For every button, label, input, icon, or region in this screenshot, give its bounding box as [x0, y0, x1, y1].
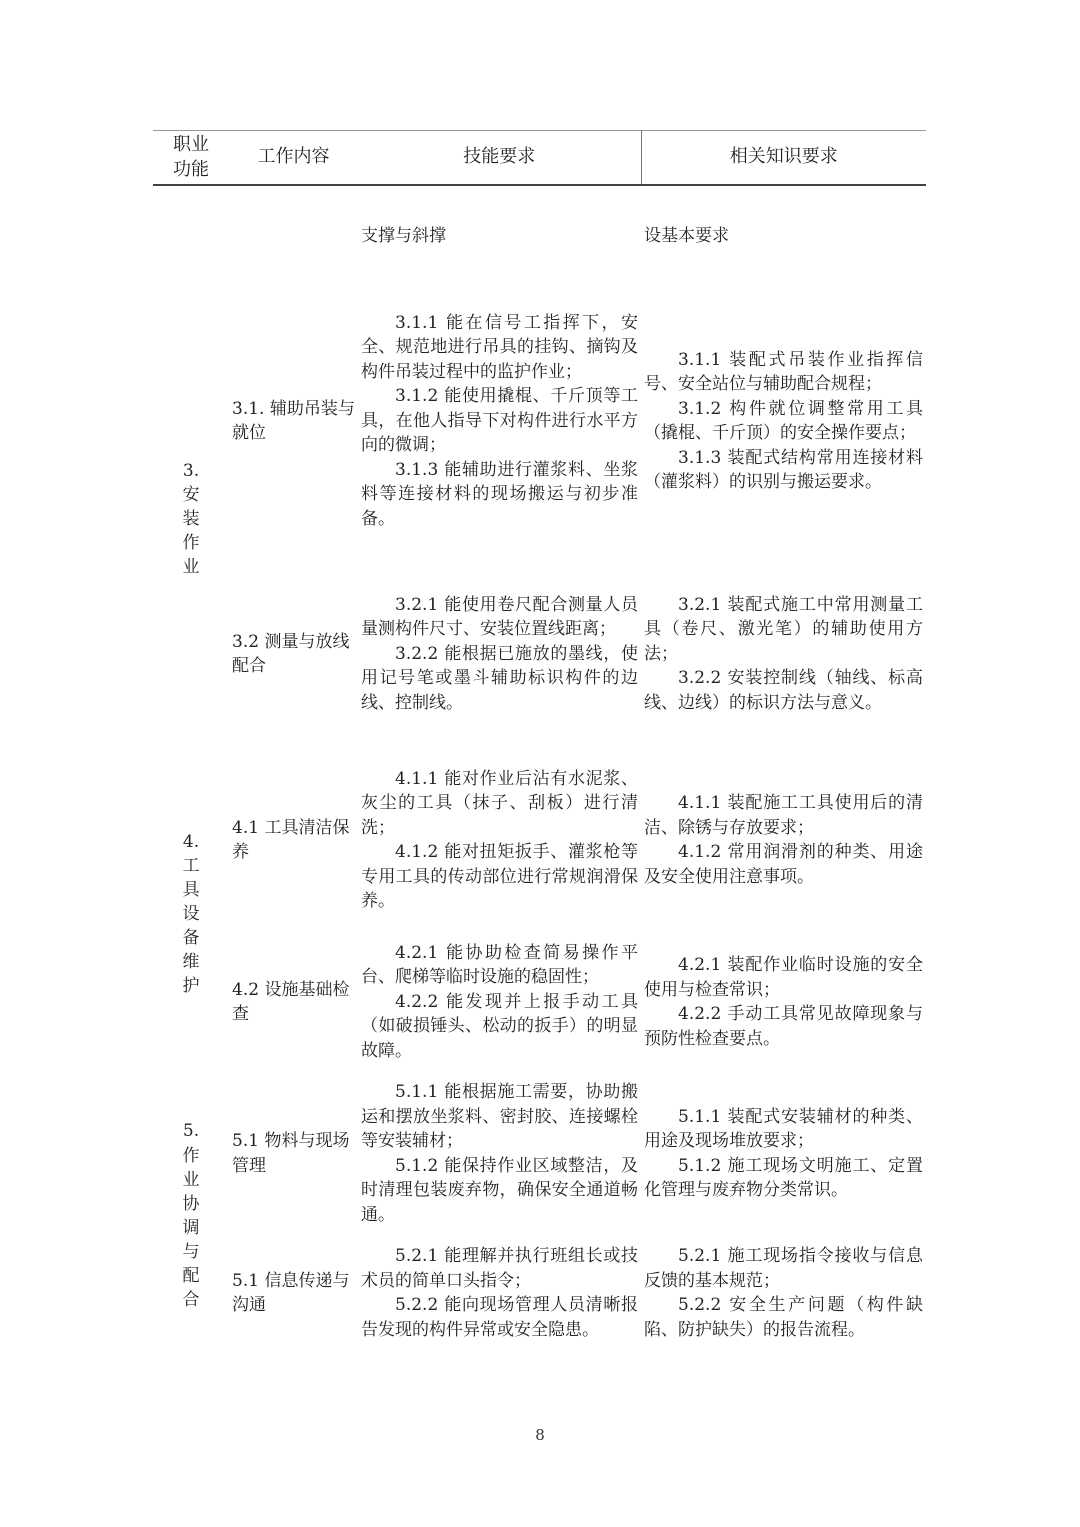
- work-content-cell: 4.2 设施基础检查: [232, 979, 350, 1024]
- skill-item: 3.2.2 能根据已施放的墨线，使用记号笔或墨斗辅助标识构件的边线、控制线。: [361, 643, 638, 713]
- table-row: [153, 928, 926, 1076]
- skill-item: 5.2.2 能向现场管理人员清晰报告发现的构件异常或安全隐患。: [361, 1295, 638, 1340]
- header-knowledge-requirements: 相关知识要求: [641, 131, 926, 186]
- continuation-function-cell: [153, 185, 229, 286]
- knowledge-item: 4.1.1 装配施工工具使用后的清洁、除锈与存放要求；: [644, 793, 923, 838]
- skill-item: 4.1.1 能对作业后沾有水泥浆、灰尘的工具（抹子、刮板）进行清洗；: [361, 768, 638, 838]
- function-number: 4.: [182, 831, 200, 852]
- skill-requirements-cell: [358, 1076, 641, 1231]
- knowledge-item: 3.1.3 装配式结构常用连接材料（灌浆料）的识别与搬运要求。: [644, 447, 923, 492]
- function-title: 安装作业: [182, 485, 200, 578]
- function-title: 工具设备维护: [182, 856, 200, 997]
- knowledge-item: 5.1.2 施工现场文明施工、定置化管理与废弃物分类常识。: [644, 1155, 923, 1200]
- knowledge-requirements-cell: [641, 1076, 926, 1231]
- skill-item: 3.1.3 能辅助进行灌浆料、坐浆料等连接材料的现场搬运与初步准备。: [361, 459, 638, 529]
- function-number: 3.: [182, 460, 200, 481]
- header-occupational-function: 职业功能: [153, 131, 229, 186]
- skill-requirements-table: [153, 130, 926, 1355]
- skill-requirements-cell: [358, 928, 641, 1076]
- knowledge-item: 4.2.1 装配作业临时设施的安全使用与检查常识；: [644, 955, 923, 1000]
- table-row: [153, 286, 926, 556]
- knowledge-item: 4.2.2 手动工具常见故障现象与预防性检查要点。: [644, 1004, 923, 1049]
- table-row: [153, 1231, 926, 1355]
- table-row: [153, 752, 926, 928]
- skill-item: 4.2.1 能协助检查简易操作平台、爬梯等临时设施的稳固性；: [361, 942, 638, 988]
- knowledge-item: 5.1.1 装配式安装辅材的种类、用途及现场堆放要求；: [644, 1106, 923, 1151]
- skill-item: 5.2.1 能理解并执行班组长或技术员的简单口头指令；: [361, 1246, 638, 1291]
- skill-item: 5.1.2 能保持作业区域整洁，及时清理包装废弃物，确保安全通道畅通。: [361, 1155, 638, 1225]
- skill-item: 4.2.2 能发现并上报手动工具（如破损锤头、松动的扳手）的明显故障。: [361, 991, 638, 1061]
- continuation-skill-cell: 支撑与斜撑: [361, 225, 446, 246]
- occupational-function-cell: [153, 1076, 229, 1355]
- table-header-row: [153, 131, 926, 186]
- work-content-cell: 3.1. 辅助吊装与就位: [232, 398, 355, 443]
- knowledge-item: 3.1.2 构件就位调整常用工具（撬棍、千斤顶）的安全操作要点；: [644, 398, 923, 443]
- occupational-function-cell: [153, 752, 229, 1076]
- table-body: [153, 286, 926, 1355]
- function-number: 5.: [182, 1121, 200, 1142]
- table-row: [153, 556, 926, 752]
- knowledge-item: 3.2.2 安装控制线（轴线、标高线、边线）的标识方法与意义。: [644, 668, 923, 713]
- knowledge-item: 3.1.1 装配式吊装作业指挥信号、安全站位与辅助配合规程；: [644, 349, 923, 394]
- work-content-cell: 5.1 信息传递与沟通: [232, 1270, 350, 1315]
- knowledge-item: 5.2.2 安全生产问题（构件缺陷、防护缺失）的报告流程。: [644, 1295, 923, 1340]
- continuation-content-cell: [229, 185, 358, 286]
- skill-item: 5.1.1 能根据施工需要，协助搬运和摆放坐浆料、密封胶、连接螺栓等安装辅材；: [361, 1082, 638, 1151]
- header-work-content: 工作内容: [229, 131, 358, 186]
- skill-item: 4.1.2 能对扭矩扳手、灌浆枪等专用工具的传动部位进行常规润滑保养。: [361, 842, 638, 911]
- work-content-cell: 4.1 工具清洁保养: [232, 817, 350, 862]
- knowledge-requirements-cell: [641, 928, 926, 1076]
- occupational-function-cell: [153, 286, 229, 752]
- knowledge-item: 4.1.2 常用润滑剂的种类、用途及安全使用注意事项。: [644, 842, 923, 887]
- knowledge-item: 3.2.1 装配式施工中常用测量工具（卷尺、激光笔）的辅助使用方法；: [644, 594, 923, 664]
- knowledge-requirements-cell: [641, 1231, 926, 1355]
- continuation-knowledge-cell: 设基本要求: [644, 225, 729, 246]
- work-content-cell: 5.1 物料与现场管理: [232, 1131, 350, 1176]
- skill-item: 3.1.1 能在信号工指挥下，安全、规范地进行吊具的挂钩、摘钩及构件吊装过程中的监护作业；: [361, 312, 638, 382]
- skill-requirements-cell: [358, 752, 641, 928]
- skill-requirements-cell: [358, 556, 641, 752]
- page-number: 8: [535, 1426, 545, 1444]
- skill-requirements-cell: [358, 286, 641, 556]
- skill-item: 3.1.2 能使用撬棍、千斤顶等工具，在他人指导下对构件进行水平方向的微调；: [361, 386, 638, 456]
- continuation-row: [153, 185, 926, 286]
- knowledge-requirements-cell: [641, 286, 926, 556]
- knowledge-requirements-cell: [641, 556, 926, 752]
- skill-requirements-cell: [358, 1231, 641, 1355]
- header-skill-requirements: 技能要求: [358, 131, 641, 186]
- work-content-cell: 3.2 测量与放线配合: [232, 631, 350, 676]
- knowledge-requirements-cell: [641, 752, 926, 928]
- table-row: [153, 1076, 926, 1231]
- skill-item: 3.2.1 能使用卷尺配合测量人员量测构件尺寸、安装位置线距离；: [361, 594, 638, 640]
- knowledge-item: 5.2.1 施工现场指令接收与信息反馈的基本规范；: [644, 1246, 923, 1291]
- function-title: 作业协调与配合: [182, 1145, 200, 1310]
